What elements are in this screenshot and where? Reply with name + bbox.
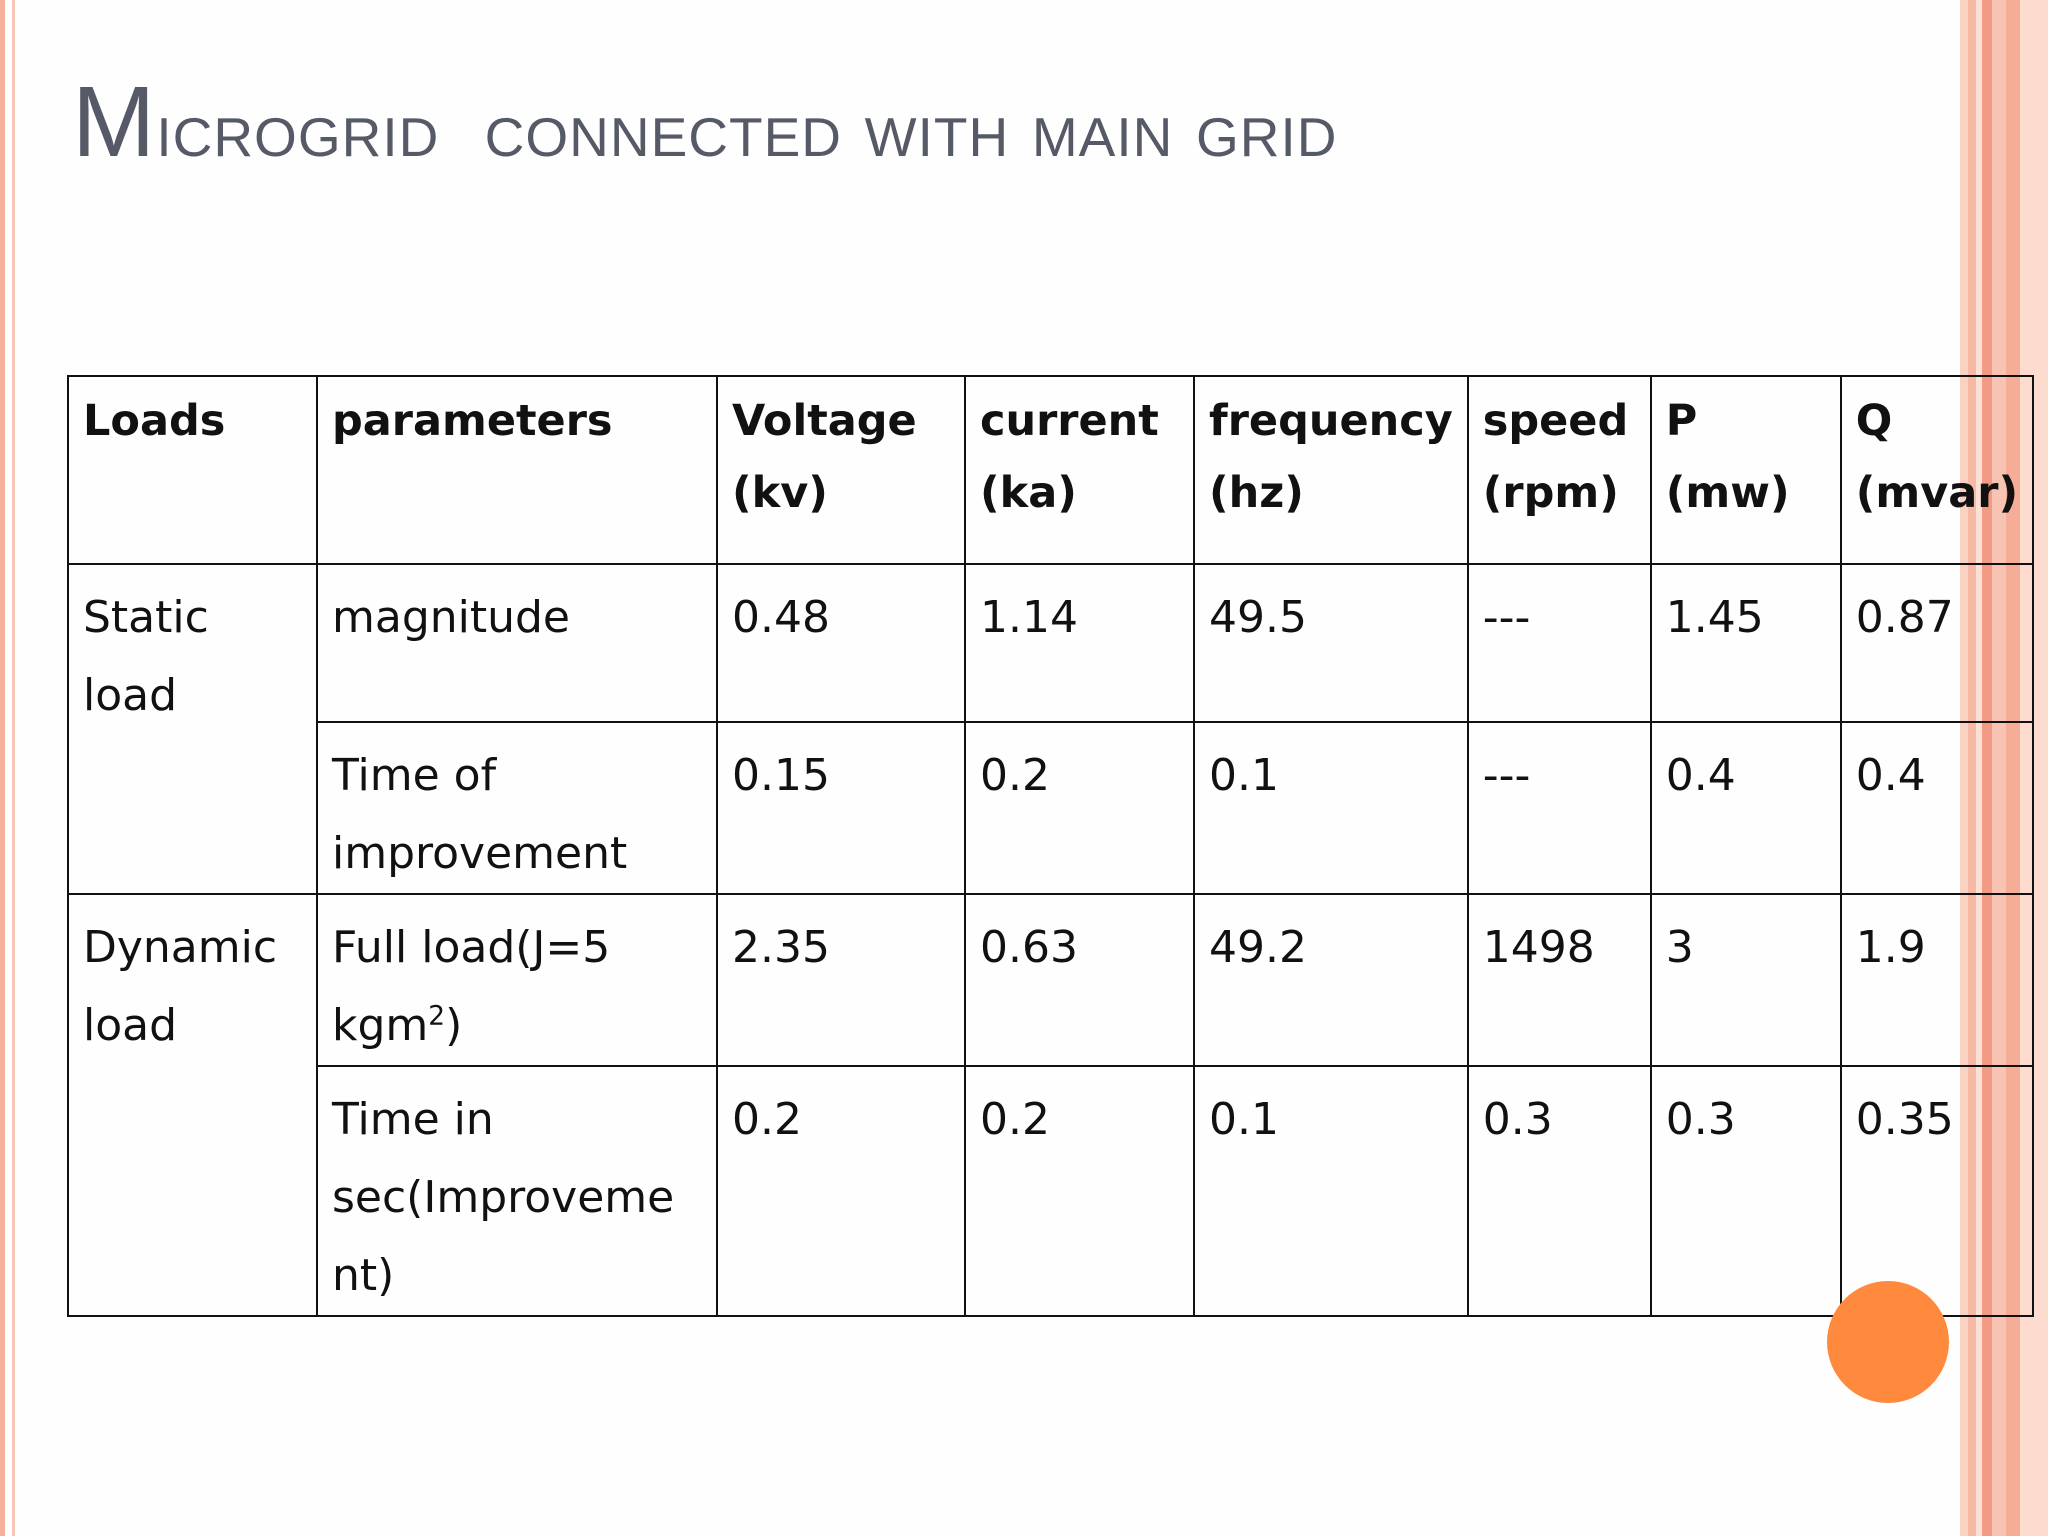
frequency-cell: 0.1 [1194,1066,1468,1316]
voltage-cell: 2.35 [717,894,965,1066]
header-current [965,376,1194,564]
table-row [68,1066,2033,1316]
parameter-label: kgm [332,1000,429,1051]
header-unit: (rpm) [1482,468,1619,518]
load-type-cell [68,564,317,894]
header-label: Voltage [732,396,917,446]
frequency-cell: 49.5 [1194,564,1468,722]
voltage-cell: 0.48 [717,564,965,722]
header-unit: (mvar) [1855,468,2019,518]
header-q [1841,376,2033,564]
header-unit: (ka) [980,468,1077,518]
header-label: P [1665,396,1698,446]
header-voltage [717,376,965,564]
parameter-cell: magnitude [317,564,717,722]
header-loads [68,376,317,564]
load-type-label: Static [83,592,209,643]
title-initial: M [72,66,157,178]
q-cell: 1.9 [1841,894,2033,1066]
table-header-row [68,376,2033,564]
speed-cell: --- [1468,564,1651,722]
load-type-label: load [83,670,178,721]
q-cell: 0.4 [1841,722,2033,894]
p-cell: 0.4 [1651,722,1841,894]
left-border-stripe [0,0,5,1536]
slide-title [72,66,1338,178]
p-cell: 1.45 [1651,564,1841,722]
header-label: frequency [1209,396,1453,446]
speed-cell: --- [1468,722,1651,894]
current-cell: 0.63 [965,894,1194,1066]
frequency-cell: 49.2 [1194,894,1468,1066]
superscript: 2 [428,1000,446,1032]
header-unit: (hz) [1209,468,1304,518]
load-type-label: Dynamic [83,922,278,973]
parameter-label: nt) [332,1250,395,1301]
parameter-cell [317,722,717,894]
header-label: Loads [83,396,226,446]
voltage-cell: 0.2 [717,1066,965,1316]
table-row [68,722,2033,894]
header-label: current [980,396,1159,446]
parameter-label: Time of [332,750,497,801]
p-cell: 0.3 [1651,1066,1841,1316]
parameter-label: Time in [332,1094,494,1145]
header-p [1651,376,1841,564]
load-type-label: load [83,1000,178,1051]
header-unit: (mw) [1665,468,1790,518]
speed-cell: 0.3 [1468,1066,1651,1316]
load-type-cell [68,894,317,1316]
q-cell: 0.35 [1841,1066,2033,1316]
parameter-label: Full load(J=5 [332,922,611,973]
decorative-circle [1827,1281,1949,1403]
current-cell: 1.14 [965,564,1194,722]
p-cell: 3 [1651,894,1841,1066]
header-label: parameters [332,396,613,446]
q-cell: 0.87 [1841,564,2033,722]
current-cell: 0.2 [965,722,1194,894]
table-row [68,894,2033,1066]
title-text: icrogrid connected with main grid [156,85,1338,173]
header-speed [1468,376,1651,564]
parameter-label: sec(Improveme [332,1172,675,1223]
parameter-cell [317,1066,717,1316]
table-row [68,564,2033,722]
results-table [67,375,2034,1317]
header-parameters [317,376,717,564]
header-unit: (kv) [732,468,828,518]
header-frequency [1194,376,1468,564]
parameter-label: ) [445,1000,463,1051]
frequency-cell: 0.1 [1194,722,1468,894]
header-label: Q [1855,396,1893,446]
current-cell: 0.2 [965,1066,1194,1316]
left-border-stripe [12,0,15,1536]
speed-cell: 1498 [1468,894,1651,1066]
voltage-cell: 0.15 [717,722,965,894]
parameter-cell [317,894,717,1066]
header-label: speed [1482,396,1629,446]
parameter-label: improvement [332,828,628,879]
